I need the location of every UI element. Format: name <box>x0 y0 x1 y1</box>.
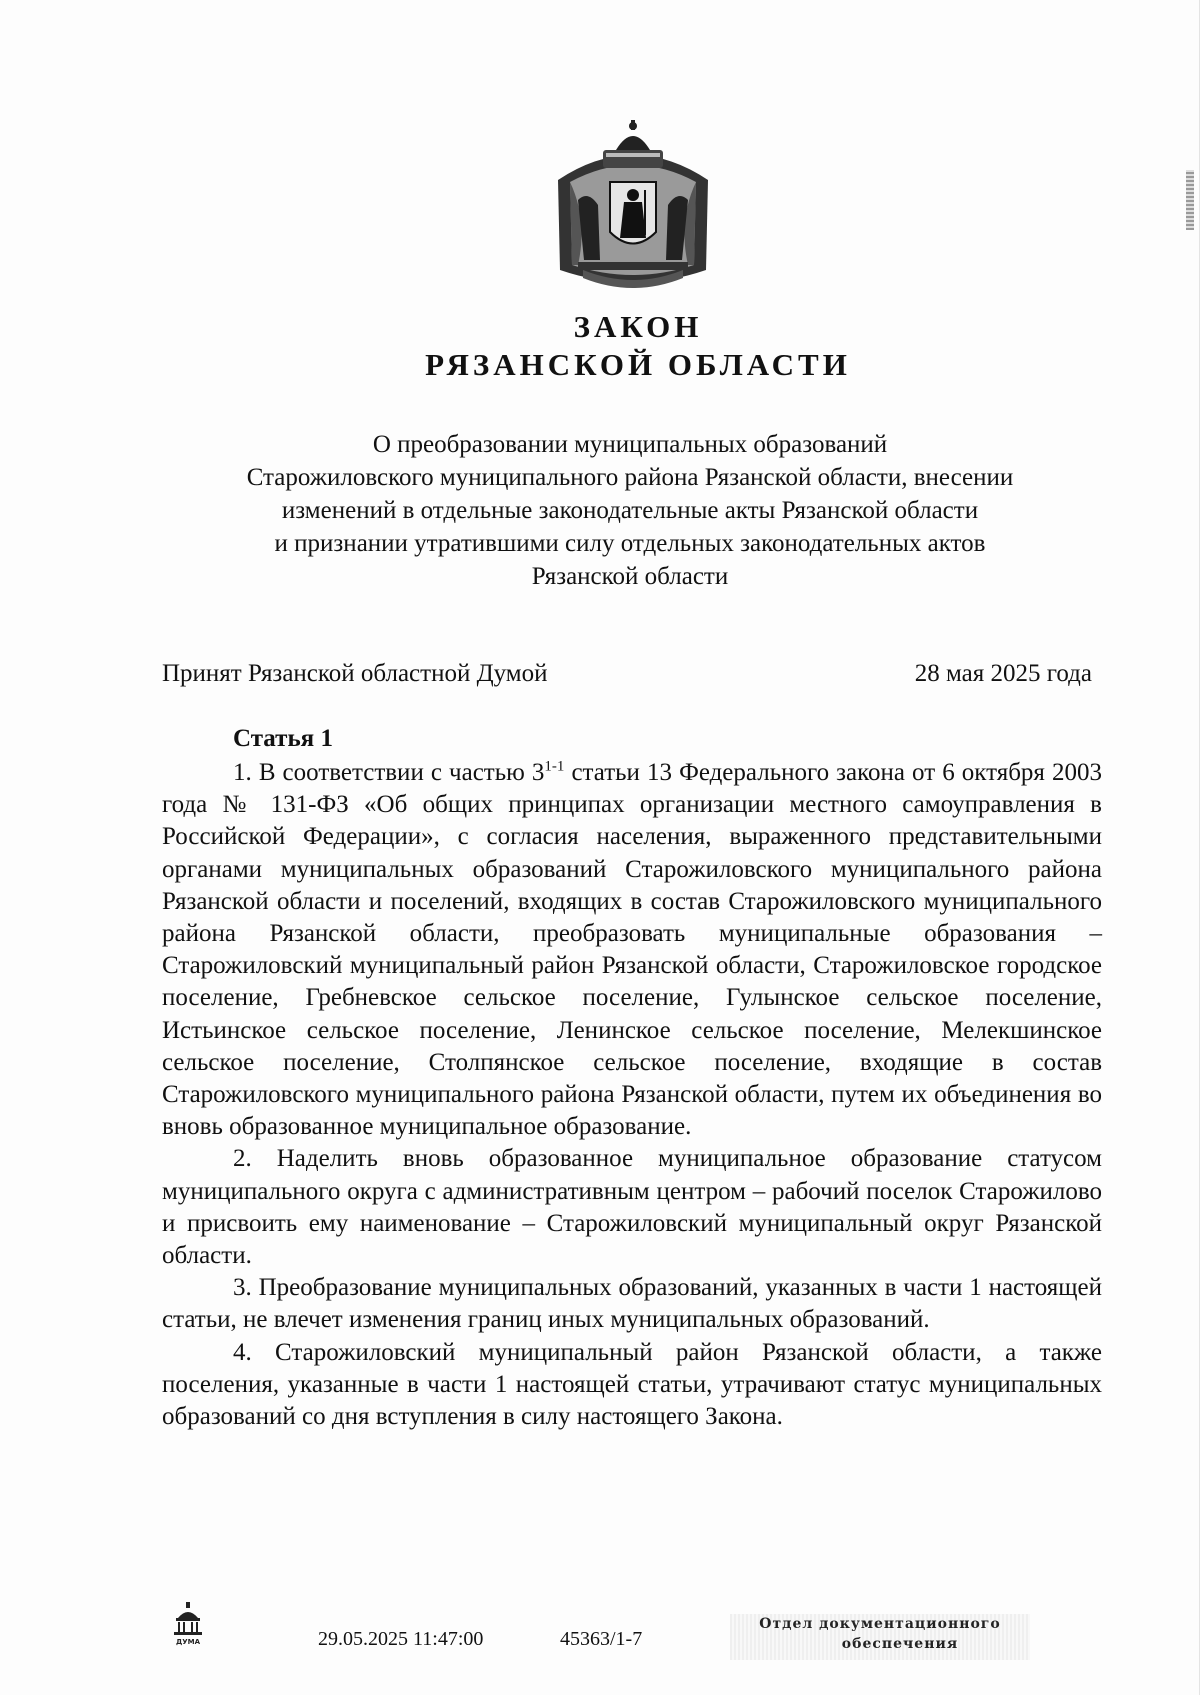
footer-timestamp: 29.05.2025 11:47:00 <box>318 1628 484 1650</box>
adopted-by: Принят Рязанской областной Думой <box>162 660 548 687</box>
article-body <box>162 757 1102 1433</box>
law-title-line2: РЯЗАНСКОЙ ОБЛАСТИ <box>425 347 851 382</box>
article-paragraph-1 <box>162 757 1102 1143</box>
scan-edge-mark <box>1186 170 1194 230</box>
law-title-line1: ЗАКОН <box>573 309 703 344</box>
subject-line: О преобразовании муниципальных образований <box>372 431 888 458</box>
article-heading: Статья 1 <box>233 725 333 752</box>
duma-building-icon <box>172 1602 204 1646</box>
coat-of-arms-icon <box>548 120 718 300</box>
subject-line: и признании утратившими силу отдельных законодательных актов <box>274 530 986 557</box>
duma-logo-text: ДУМА <box>175 1638 201 1646</box>
law-subject <box>150 428 1110 593</box>
paragraph-1-rest: статьи 13 Федерального закона от 6 октября 2003 года № 131-ФЗ «Об общих принципах организации местного самоуправления в Российской Федерации», с согласия населения, выраженного представительными органами муниципальных образований Старожиловского муниципального района Рязанской области и поселений, входящих в состав Старожиловского муниципального района Рязанской области, преобразовать муниципальные образования – Старожиловский муниципальный район Рязанской области, Старожиловское городское поселение, Гребневское сельское поселение, Гулынское сельское поселение, Истьинское сельское поселение, Ленинское сельское поселение, Мелекшинское сельское поселение, Столпянское сельское поселение, входящие в состав Старожиловского муниципального района Рязанской области, путем их объединения во вновь образованное муниципальное образование. <box>162 759 1102 1141</box>
part-superscript: 1-1 <box>544 758 565 775</box>
article-paragraph-4: 4. Старожиловский муниципальный район Рязанской области, а также поселения, указанные в части 1 настоящей статьи, утрачивают статус муниципальных образований со дня вступления в силу настоящего Закона. <box>162 1338 1102 1431</box>
department-stamp <box>730 1614 1030 1660</box>
subject-line: Старожиловского муниципального района Рязанской области, внесении <box>246 464 1014 491</box>
stamp-line2: обеспечения <box>841 1636 959 1652</box>
article-paragraph-3: 3. Преобразование муниципальных образований, указанных в части 1 настоящей статьи, не влечет изменения границ иных муниципальных образований. <box>162 1274 1102 1334</box>
article-paragraph-2: 2. Наделить вновь образованное муниципальное образование статусом муниципального округа с административным центром – рабочий поселок Старожилово и присвоить ему наименование – Старожиловский муниципальный округ Рязанской области. <box>162 1145 1102 1270</box>
footer-registration-number: 45363/1-7 <box>560 1628 643 1650</box>
stamp-line1: Отдел документационного <box>759 1616 1001 1632</box>
subject-line: Рязанской области <box>531 563 729 590</box>
subject-line: изменений в отдельные законодательные акты Рязанской области <box>281 497 979 524</box>
adopted-date: 28 мая 2025 года <box>914 660 1092 687</box>
paragraph-1-start: 1. В соответствии с частью 3 <box>233 759 545 786</box>
